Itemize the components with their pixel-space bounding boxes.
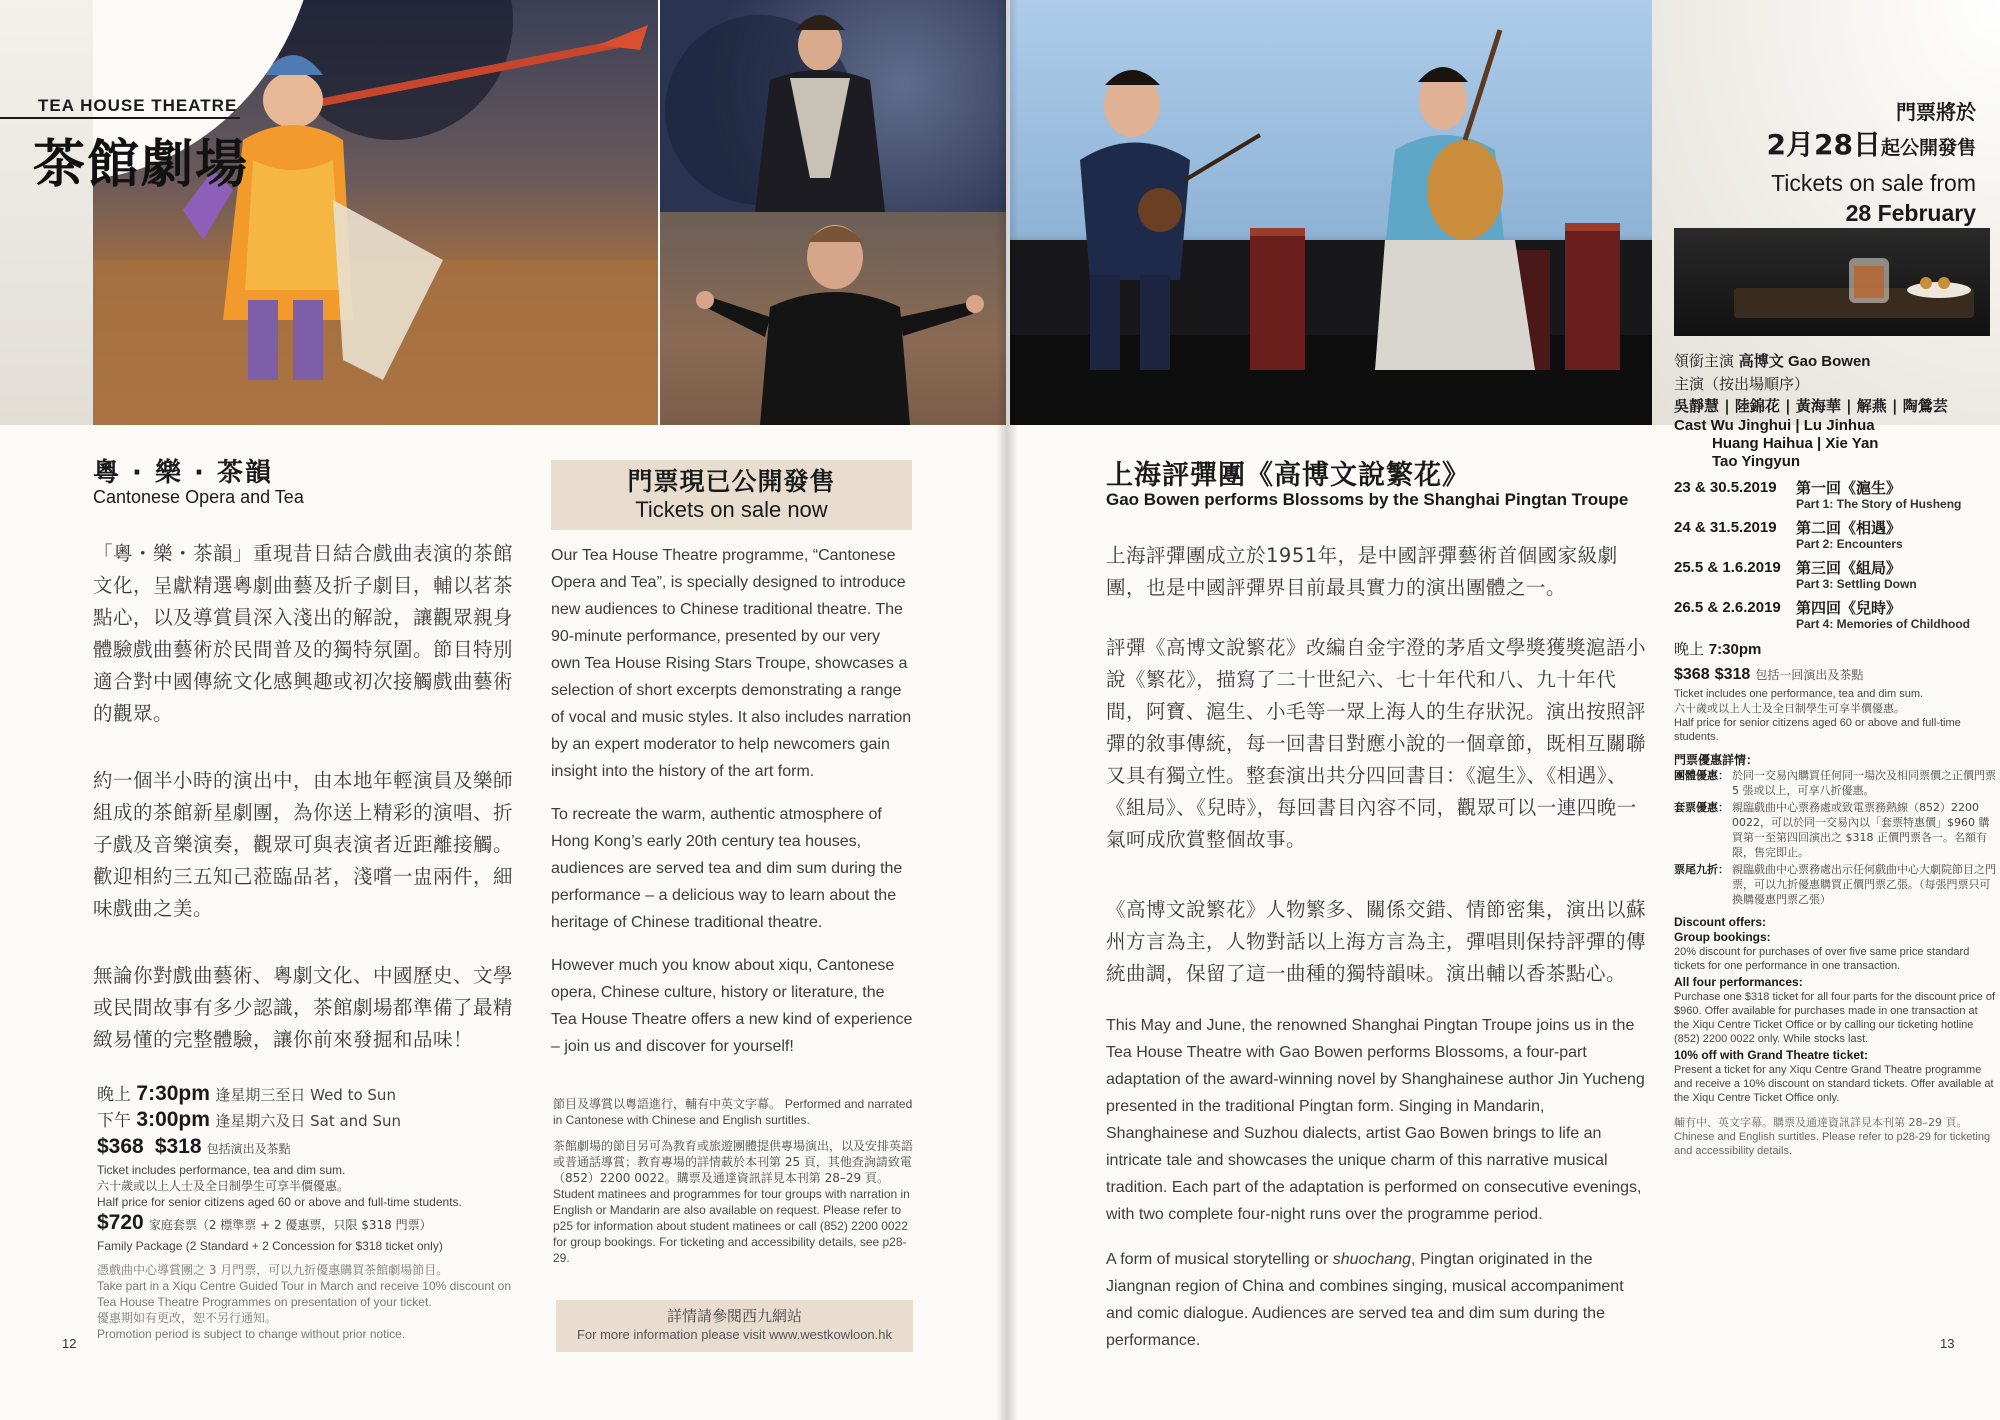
left-price-1: $368 xyxy=(97,1135,144,1158)
cast-zh: 吳靜慧 | 陸錦花 | 黃海華 | 解燕 | 陶鶯芸 xyxy=(1674,397,1948,415)
cast-en-3: Tao Yingyun xyxy=(1712,453,1801,470)
family-price: $720 xyxy=(97,1211,144,1234)
all-text: Purchase one $318 ticket for all four parts for the discount price of $960. Offer available for purchases made in one transaction at the Xiqu Centre Ticket Office or by calling our ticketing hotline (852) 2200 0022 only. While stocks last. xyxy=(1674,991,1996,1045)
tickets-box-zh: 門票現已公開發售 xyxy=(627,467,836,496)
left-para-2: 約一個半小時的演出中，由本地年輕演員及樂師組成的茶館新星劇團，為你送上精彩的演唱、折子戲及音樂演奏，觀眾可與表演者近距離接觸。歡迎相約三五知己蒞臨品茗，淺嚐一盅兩件，細味戲曲之美。 xyxy=(93,769,514,920)
left-en-para-3: However much you know about xiqu, Cantonese opera, Chinese culture, history or literature, the Tea House Theatre offers a new kind of experience – join us and discover for yourself! xyxy=(551,957,913,1055)
left-para-3: 無論你對戲曲藝術、粵劇文化、中國歷史、文學或民間故事有多少認識，茶館劇場都準備了最精緻易懂的完整體驗，讓你前來發掘和品味！ xyxy=(93,964,514,1051)
left-half-zh: 六十歲或以上人士及全日制學生可享半價優惠。 xyxy=(97,1179,350,1193)
sale-banner xyxy=(1706,98,1976,228)
sale-date-zh: 2月28日 xyxy=(1766,128,1881,161)
page-number-right: 13 xyxy=(1940,1336,1955,1351)
en2-italic: shuochang xyxy=(1332,1251,1412,1268)
note2-en: Student matinees and programmes for tour groups with narration in English or Mandarin are also available on request. Please refer to p25 for information about student matinees or call (852) 2200 0022 for group bookings. For ticketing and accessibility details, see p28-29. xyxy=(553,1187,910,1265)
disc-title-zh: 門票優惠詳情： xyxy=(1674,753,1759,767)
left-schedule xyxy=(97,1082,527,1342)
narrator-photo-bottom xyxy=(660,212,1006,425)
right-para-3: 《高博文說繁花》人物繁多、關係交錯、情節密集，演出以蘇州方言為主，人物對話以上海方言為主，彈唱則保持評彈的傳統曲調，保留了這一曲種的獨特韻味。演出輔以香茶點心。 xyxy=(1106,898,1647,985)
cast-en-2: Huang Haihua | Xie Yan xyxy=(1712,435,1879,452)
all-title: All four performances: xyxy=(1674,975,1803,989)
curtain-shape-left xyxy=(0,0,93,425)
time2-prefix: 下午 xyxy=(97,1111,131,1131)
family-en: Family Package (2 Standard + 2 Concession for $318 ticket only) xyxy=(97,1239,443,1253)
part-item xyxy=(1674,597,1996,637)
disc-text: 於同一交易內購買任何同一場次及相同票價之正價門票 5 張或以上，可享八折優惠。 xyxy=(1732,769,1996,797)
time1-days: 逢星期三至日 Wed to Sun xyxy=(215,1086,396,1104)
sub-en: Chinese and English surtitles. Please refer to p28-29 for ticketing and accessibility details. xyxy=(1674,1131,1991,1157)
more-info-box xyxy=(556,1300,913,1352)
right-time-prefix: 晚上 xyxy=(1674,640,1705,658)
page-gutter xyxy=(996,0,1018,1420)
right-half-zh: 六十歲或以上人士及全日制學生可享半價優惠。 xyxy=(1674,702,1905,715)
right-en-para-2 xyxy=(1106,1246,1646,1354)
sale-en-2: 28 February xyxy=(1845,200,1976,226)
brand-en: TEA HOUSE THEATRE xyxy=(38,96,238,115)
tickets-on-sale-box xyxy=(551,460,912,530)
tour-en-2: Tea House Theatre Programmes on presentation of your ticket. xyxy=(97,1295,432,1309)
disc-label: 套票優惠： xyxy=(1674,801,1729,814)
part-item xyxy=(1674,557,1996,597)
part-title-zh: 第三回《組局》 xyxy=(1796,559,1902,577)
disc-text: 親臨戲曲中心票務處出示任何戲曲中心大劇院節目之門票，可以九折優惠購買正價門票乙張。（每張門票只可換購優惠門票乙張） xyxy=(1732,863,1996,906)
disc-label: 團體優惠： xyxy=(1674,769,1729,782)
en2-a: A form of musical storytelling or xyxy=(1106,1251,1333,1268)
part-date: 24 & 31.5.2019 xyxy=(1674,519,1777,536)
sub-zh: 輔有中、英文字幕。購票及通達資訊詳見本刊第 28–29 頁。 xyxy=(1674,1116,1968,1129)
disc-en-title: Discount offers: xyxy=(1674,915,1767,929)
left-price-note-zh: 包括演出及茶點 xyxy=(206,1142,291,1156)
part-title-en: Part 2: Encounters xyxy=(1796,537,1903,551)
right-price-en: Ticket includes one performance, tea and dim sum. xyxy=(1674,688,1924,700)
left-title-zh: 粵 · 樂 · 茶韻 xyxy=(93,458,273,488)
group-text: 20% discount for purchases of over five same price standard tickets for one performance in one transaction. xyxy=(1674,946,1970,972)
cast-label: 主演（按出場順序） xyxy=(1674,375,1810,393)
parts-list xyxy=(1674,477,1996,637)
sale-zh-2: 起公開發售 xyxy=(1880,137,1976,159)
left-notes xyxy=(553,1096,915,1266)
disc-label: 票尾九折： xyxy=(1674,863,1729,876)
note1-en: Performed and narrated in Cantonese with Chinese and English surtitles. xyxy=(553,1097,913,1127)
right-title-zh: 上海評彈團《高博文說繁花》 xyxy=(1106,460,1470,491)
promo-en: Promotion period is subject to change without prior notice. xyxy=(97,1327,406,1341)
time2-days: 逢星期六及日 Sat and Sun xyxy=(215,1112,401,1130)
right-page xyxy=(1006,0,2000,1420)
grand-text: Present a ticket for any Xiqu Centre Grand Theatre programme and receive a 10% discount on standard tickets. Offer available at the Xiqu Centre Ticket Office only. xyxy=(1674,1064,1994,1104)
right-en-para-1: This May and June, the renowned Shanghai Pingtan Troupe joins us in the Tea House Theatre with Gao Bowen performs Blossoms, a four-part adaptation of the award-winning novel by Shanghainese author Jin Yucheng presented in the traditional Pingtan form. Singing in Mandarin, Shanghainese and Suzhou dialects, artist Gao Bowen brings to life an intricate tale and showcases the unique charm of this narrative musical tradition. Each part of the adaptation is performed on consecutive evenings, with two complete four-night runs over the programme period. xyxy=(1106,1017,1645,1223)
promo-zh: 優惠期如有更改，恕不另行通知。 xyxy=(97,1311,278,1325)
sale-en-1: Tickets on sale from xyxy=(1771,170,1976,196)
right-para-1: 上海評彈團成立於1951年，是中國評彈藝術首個國家級劇團，也是中國評彈界目前最具實力的演出團體之一。 xyxy=(1106,544,1618,599)
more-info-en: For more information please visit www.westkowloon.hk xyxy=(576,1327,892,1342)
cast-en-1: Cast Wu Jinghui | Lu Jinhua xyxy=(1674,417,1875,434)
right-time: 7:30pm xyxy=(1708,641,1762,658)
right-price-1: $368 xyxy=(1674,666,1710,683)
group-title: Group bookings: xyxy=(1674,930,1771,944)
left-en-para-1: Our Tea House Theatre programme, “Cantonese Opera and Tea”, is specially designed to introduce new audiences to Chinese traditional theatre. The 90-minute performance, presented by our very own Tea House Rising Stars Troupe, showcases a selection of short excerpts demonstrating a range of vocal and music styles. It also includes narration by an expert moderator to help newcomers gain insight into the history of the art form. xyxy=(551,547,912,780)
narrator-photo-top xyxy=(660,0,1006,212)
part-title-en: Part 1: The Story of Husheng xyxy=(1796,497,1962,511)
tickets-box-en: Tickets on sale now xyxy=(635,497,828,522)
left-en-para-2: To recreate the warm, authentic atmosphere of Hong Kong’s early 20th century tea houses, audiences are served tea and dim sum during the performance – a delicious way to learn about the heritage of Chinese traditional theatre. xyxy=(551,806,903,931)
right-price-zh: 包括一回演出及茶點 xyxy=(1755,668,1864,682)
part-title-zh: 第四回《兒時》 xyxy=(1796,599,1902,617)
part-date: 25.5 & 1.6.2019 xyxy=(1674,559,1781,576)
part-date: 23 & 30.5.2019 xyxy=(1674,479,1777,496)
disc-item xyxy=(1674,800,1996,860)
part-title-en: Part 3: Settling Down xyxy=(1796,577,1917,591)
part-title-zh: 第一回《滬生》 xyxy=(1796,479,1902,497)
left-price-note-en: Ticket includes performance, tea and dim sum. xyxy=(97,1163,346,1177)
sale-zh-1: 門票將於 xyxy=(1896,100,1976,124)
time1-prefix: 晚上 xyxy=(97,1085,131,1105)
disc-text: 親臨戲曲中心票務處或致電票務熱線（852）2200 0022，可以於同一交易內以「套票特惠價」$960 購買第一至第四回演出之 $318 正價門票各一。名額有限，售完即止。 xyxy=(1732,801,1990,859)
left-para-1: 「粵・樂・茶韻」重現昔日結合戲曲表演的茶館文化，呈獻精選粵劇曲藝及折子劇目，輔以茗茶點心，以及導賞員深入淺出的解說，讓觀眾親身體驗戲曲藝術於民間普及的獨特氛圍。節目特別適合對中國傳統文化感興趣或初次接觸戲曲藝術的觀眾。 xyxy=(93,542,514,725)
right-price-2: $318 xyxy=(1714,666,1751,683)
part-item xyxy=(1674,477,1996,517)
note2-zh: 茶館劇場的節目另可為教育或旅遊團體提供專場演出，以及安排英語或普通話導賞；教育專場的詳情載於本刊第 25 頁，其他查詢請致電（852）2200 0022。購票及通達資訊詳見本刊第 28–29 頁。 xyxy=(553,1139,914,1185)
tea-photo xyxy=(1674,228,1990,336)
part-title-en: Part 4: Memories of Childhood xyxy=(1796,617,1971,631)
brand-rule xyxy=(0,117,240,119)
more-info-zh: 詳情請參閱西九網站 xyxy=(666,1307,802,1325)
grand-title: 10% off with Grand Theatre ticket: xyxy=(1674,1048,1869,1062)
lead-label: 領銜主演 xyxy=(1674,352,1735,370)
left-title-en: Cantonese Opera and Tea xyxy=(93,487,304,507)
family-zh: 家庭套票（2 標準票 + 2 優惠票，只限 $318 門票） xyxy=(148,1218,432,1232)
disc-item xyxy=(1674,768,1996,798)
time1: 7:30pm xyxy=(136,1082,210,1105)
brand-zh: 茶館劇場 xyxy=(33,135,250,195)
left-price-2: $318 xyxy=(154,1135,202,1158)
tour-en-1: Take part in a Xiqu Centre Guided Tour in March and receive 10% discount on xyxy=(97,1279,512,1293)
left-half-en: Half price for senior citizens aged 60 or above and full-time students. xyxy=(97,1195,462,1209)
en2-b: , Pingtan originated in the Jiangnan region of China and combines singing, musical accompaniment and comic dialogue. Audiences are served tea and dim sum during the performance. xyxy=(1106,1251,1624,1349)
note1-zh: 節目及導賞以粵語進行，輔有中英文字幕。 xyxy=(553,1097,782,1111)
part-title-zh: 第二回《相遇》 xyxy=(1796,519,1902,537)
part-item xyxy=(1674,517,1996,557)
right-title-en: Gao Bowen performs Blossoms by the Shanghai Pingtan Troupe xyxy=(1106,490,1629,509)
part-date: 26.5 & 2.6.2019 xyxy=(1674,599,1781,616)
time2: 3:00pm xyxy=(136,1108,210,1131)
tour-zh: 憑戲曲中心導賞團之 3 月門票，可以九折優惠購買茶館劇場節目。 xyxy=(97,1263,449,1277)
info-sidebar xyxy=(1674,350,1996,1158)
right-half-en: Half price for senior citizens aged 60 or above and full-time students. xyxy=(1674,717,1961,743)
lead-name: 高博文 Gao Bowen xyxy=(1738,353,1871,370)
right-para-2: 評彈《高博文說繁花》改編自金宇澄的茅盾文學獎獲獎滬語小說《繁花》，描寫了二十世紀六、七十年代和八、九十年代間，阿寶、滬生、小毛等一眾上海人的生存狀況。演出按照評彈的敘事傳統，每一回書目對應小說的一個章節，既相互關聯又具有獨立性。整套演出共分四回書目：《滬生》、《相遇》、《組局》、《兒時》，每回書目內容不同，觀眾可以一連四晚一氣呵成欣賞整個故事。 xyxy=(1106,636,1647,851)
page-number-left: 12 xyxy=(62,1336,77,1351)
disc-item xyxy=(1674,862,1996,907)
